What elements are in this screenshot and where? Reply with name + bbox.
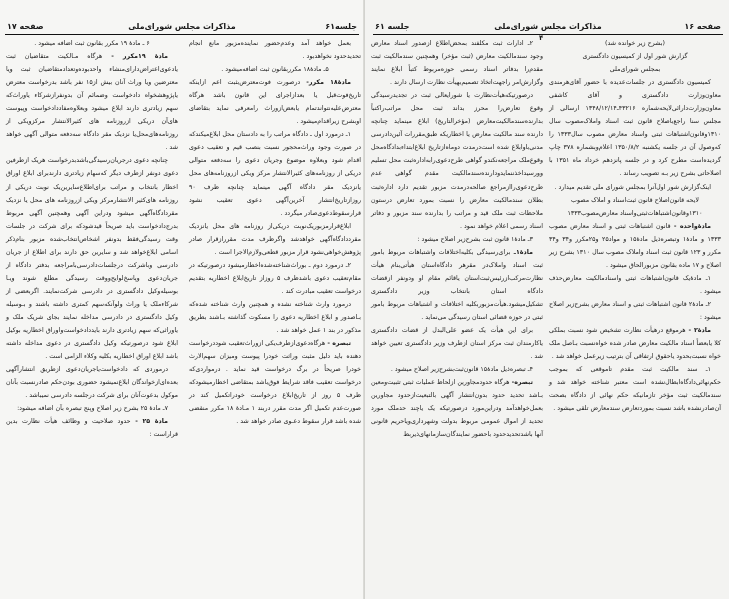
paragraph-text: قانون اشتباهات ثبتی و اسناد معارض مصوب ۱۳۳۳ و مادۀ۱ وتبصره‌ذیل مادۀ۱۵ و مواد۲۵ و۲۵مکرر و۳۴ و۳۴ مکرر و ۱۲۳ قانون ثبت اسناد واملاک مصوب سال ۱۳۱۰ بشرح زیر اصلاح و ۱۷ ماده بقانون مزبورالحاق میشود . (549, 222, 721, 269)
page-16 (365, 0, 729, 599)
paragraph-text: ابلاغ‌قرارمزبوریک‌نوبت دریکی‌از روزنامه های محل یانزدیک مقرددادگاه‌آگهی خواهدشد واگرظرف مدت مقرراز‌قرار صادر پژوهش‌خواهی‌نشود قرار مزبور قطعی‌ولازم‌الاجرا است . (189, 222, 361, 256)
running-title: مذاکرات مجلس شورای‌ملی (494, 22, 602, 31)
paragraph (549, 37, 721, 50)
paragraph (549, 272, 721, 298)
paragraph (549, 63, 721, 76)
paragraph (371, 363, 543, 376)
page-header (5, 20, 359, 35)
paragraph (189, 76, 361, 128)
paragraph (189, 128, 361, 219)
paragraph (549, 220, 721, 272)
article-heading: مادۀ۱ـ (510, 248, 533, 256)
paragraph (189, 37, 361, 63)
paragraph (371, 89, 543, 233)
paragraph-text: برای این هیأت یک عضو علی‌البدل از قضات دادگستری یاکارمندان ثبت مرکز استان ازطرف وزیر دادگستری تعیین خواهد شد . (371, 327, 543, 361)
paragraph (549, 76, 721, 180)
paragraph (371, 246, 543, 324)
article-heading: مادۀ ۲۵ - (130, 418, 168, 426)
text-column-right (189, 37, 361, 428)
paragraph (549, 363, 721, 415)
article-heading: تبصره- (509, 379, 533, 387)
page-header (373, 20, 723, 35)
paragraph-text: بمجلس شورای‌ملی (609, 66, 661, 74)
text-column-left (6, 37, 178, 441)
paragraph (371, 233, 543, 246)
session-number: جلسه۶۱ (325, 22, 357, 31)
stray-mark: ۴ (539, 34, 544, 42)
paragraph (6, 37, 178, 50)
paragraph-text: هرموقع درهیأت نظارت تشخیص شود نسبت بملکی کلا یابعضاً اسناد مالکیت معارض صادر شده خواه‌نسبت بـاصل ملک خواه نسبت‌بحدود یاحقوق ارتفاقی آن بترتیب زیرعمل خواهد شد . (549, 327, 721, 361)
text-column-right (549, 37, 721, 415)
article-heading: مادۀواحده - (670, 222, 711, 230)
paragraph (549, 194, 721, 220)
paragraph-text: اینک‌گزارش شور اول‌آنرا بمجلس شورای ملی تقدیم میدارد . (554, 183, 711, 191)
paragraph-text: ۳ـ مادۀ۱ قانون ثبت بشرح‌زیر اصلاح میشود : (417, 235, 533, 243)
paragraph (549, 324, 721, 363)
paragraph-text: ۶ ـ مادۀ ۱۹ مکرر بقانون ثبت اضافه میشود . (34, 40, 150, 47)
article-heading: مادۀ۲ - (685, 327, 711, 335)
paragraph-text: ۲ـ ادارات ثبت مکلفند بمحض‌اطلاع ازصدور اسناد معارض وجود سندمالکیت معارض (ثبت مؤخر) وهمچنین سندمالکیت ثبت مقدم‌را بدفاتر اسناد رسمی حوزه‌مربوط کتباً ابلاغ نمایند وگزارش‌امر راجهت‌اتخاذ تصمیم‌بهیأت نظارت ارسال دارند . (371, 40, 543, 87)
paragraph (6, 50, 178, 154)
paragraph-text: هرگاه مـالکیت متقاضیان ثبت یادعوی‌اعتراض‌دارای‌منشاء واحدبوده‌وتعدادمتقاضیان ثبت ویا معترضین ویا وراث آنان بیش از۱۵ نفر باشد بدرخواست معترض یاپژوهشخواه دادخواست وضمائم آن بدونفرازشرکاء یاوراث‌که سهم زیادتری دارند ابلاغ میشود وبعلاوه‌مفاددادخواست وپیوست های‌آن دریکی ازروزنامه های کثیرالانتشار مرکزویکی از روزنامه‌های‌محل‌یا نزدیک مقر دادگاه سه‌دفعه متوالی آگهی خواهد شد . (6, 53, 178, 152)
paragraph-text: ۴ـ تبصره‌ذیل مادۀ۱۵ قانون‌ثبت‌بشرح‌زیر اصلاح میشود . (390, 366, 533, 374)
paragraph (371, 324, 543, 363)
page-number: صفحه ۱۷ (7, 22, 44, 31)
paragraph-text: درصورتیکه‌هیأت‌نظارت یا شورایعالی ثبت در تجدید‌رسیدگی وقوع تعارض‌را محرز بداند ثبت محل مراتب‌راکتباً بدارنده‌سندمالکیت‌معارض (مؤخرالتاریخ) ابلاغ مینماید چنانچه دارنده سند مالکیت معارض یا اخطاریکه طبق‌مقررات آئین‌دادرسی مدنی‌باو‌ابلاغ شده است‌درمدت دوماه‌ازتاریخ ابلاغ‌ابتداءبدادگاه‌محل وقوع‌ملک مراجعه‌نکندو گواهی طرح‌دعوی‌رابه‌اداره‌ثبت محل تسلیم وورسیداخذ‌ننماید‌ودارنده‌سندمالکیت مقدم گواهی عدم طرح‌دعوی‌راازمراجع صالحه‌درمدت مزبور تقدیم دارد اداره‌ثبت بطلان سندمالکیت معارض را نسبت بمورد تعارض درستون ملاحظات ثبت ملک قید و مراتب را بدارنده سند مزبور و دفاتر اسناد رسمی اعلام خواهد نمود . (371, 92, 543, 230)
paragraph (371, 376, 543, 441)
text-column-left (371, 37, 543, 441)
paragraph-text: برای‌رسیدگی بکلیه‌اختلافات واشتباهات مربوط بامور ثبت اسناد واملاک‌در مقرهر دادگاه‌استان هیأتی‌بنام هیأت نظارت‌مرکب‌ازرئیس‌ثبت‌استان یاقائم مقام او ودونفر ازقضات دادگاه استان بانتخاب وزیر دادگستری تشکیل‌میشود.هیأت‌مزبوربکلیه اختلافات و اشتباهات مربوط بامور ثبتی در حوزه قضائی استان رسیدگی می‌نماید . (371, 248, 543, 321)
paragraph-text: هرگاه‌دعوی‌ازطرف‌یکی ازوراث‌تعقیب شود‌درخواست دهنده باید دلیل مثبت وراثت خودرا پیوست ومیزان سهم‌الارث خودرا صریحاً در برگ درخواست قید نماید . درمواردی‌که درخواست تعقیب فاقد شرایط فوق‌باشد بمتقاضی اخطارمیشودکه ظرف ۵ روز از تاریخ‌ابلاغ درخواست خودراتکمیل کند در صورت‌عدم تکمیل اگر مدت مقرر دربند ۱ مـادۀ ۱۸ مکرر منقضی شده باشد قرار سقوط دعـوی صادر خواهد شد . (189, 340, 361, 426)
paragraph (549, 50, 721, 63)
article-heading: مادۀ ۱۹مکرر - (102, 53, 168, 61)
paragraph (189, 298, 361, 337)
paragraph-text: حدود صلاحیت و وظائف هیأت نظارت بدین قراراست : (6, 418, 178, 439)
paragraph (6, 154, 178, 363)
article-heading: مادۀ۱۸ مکرر- (300, 79, 351, 87)
paragraph (549, 298, 721, 324)
paragraph (6, 402, 178, 415)
paragraph-text: چنانچه دعوی درجریان‌رسیدگی‌باشدبدرخواست هریک ازطرفین دعوی دونفر ازطرف دیگر که‌سهام زیادتری دارندبرای ابلاغ اوراق اخطار بانتخاب و مراتب برای‌اطلاع‌سایرین‌یک نوبت دریکی از روزنامه های‌کثیر الانتشارمرکز ویکی ازروزنامه های محل یا نزدیک مقردادگاه‌آگهی میشود ودراین آگهی وهمچنین آگهی مربوط بدرج‌دادخواست باید صریحاً قیدشودکه برای شرکت در جلسات وقت رسیدگی‌فقط بدونفر اشخاص‌انتخاب‌شده مزبور بنام‌ذکر اسامی ابلاغ‌خواهد شد و سایرین حق دارند برای اطلاع از جریان دادرسی وبا‌شرکت درجلسات‌دادرسی‌بامراجعه بدفتر دادگاه از جریان‌دعوی وپاسخ‌لوایح‌ووقت رسیدگی مطلع شوند ویـا بوسیله‌وکیل دادگستری در دادرسی شرکت‌نمایند. اگربعضی از شرکاءملک یا وراث ولوآنکه‌سهم کمتری داشته باشند و بـوسیله وکیل دادگستری در دادرسی مداخله نمایند بجای شریک ملک و یاوراثی‌که سهم زیادتری دارند بایددادخواست‌واوراق اخطاریه بوکیل ابلاغ شود درصورتیکه وکیل دادگستری در دعوی مداخله داشته باشد ابلاغ اوراق اخطاریه بکلیه وکلاء الزامی است . (6, 157, 178, 361)
paragraph-text: هرگاه حدودمجاورین ازلحاظ عملیات ثبتی تثبیت‌ومعین بـاشد تحدید حدود بدون‌انتشار آگهی بالتبعیت‌ازحدود مجاورین بعمل‌خواهدآمد ودراین‌مورد درصورتیکه یک یاچند حدملک مورد تحدید از اموال عمومی مربوط بدولت وشهرداری‌ویاحریم قانونی آنها باشدتحدیدحدود باحضور نمایندگان‌سازمانهای‌ذیربط (371, 379, 543, 439)
paragraph-text: (بشرح زیر خوانده شد) (605, 40, 665, 47)
paragraph-text: ۱ـ سند مالکیت ثبت مقدم تاموقعی که بموجب حکم‌نهائی‌دادگاه‌ابطال‌نشده است معتبر شناخته خواهد شد و سندمالکیت ثبت مؤخر تازمانیکه حکم نهائی از دادگاه بصحت آن‌صادرنشده باشد نسبت بمورد‌تعارض سندمعارض تلقی میشود . (549, 366, 721, 413)
paragraph (189, 63, 361, 76)
paragraph-text: درمورد وارث شناخته نشده و همچنین وارث شناخته شده‌که بـاصدور و ابلاغ اخطاریه دعوی را مسکوت گذاشته بـاشند بطریق مذکور در بند ۱ عمل خواهد شد . (189, 300, 361, 335)
paragraph (6, 415, 178, 441)
running-title: مذاکرات مجلس شورای‌ملی (128, 22, 236, 31)
paragraph-text: ۱ـ درمورد اول ـ دادگاه مراتب را به دادستان محل ابلاغ‌میکندکه در صورت وجود وراث‌محجور نسبت بنصب قیم و تعقیب دعوی اقدام شود وبعلاوه موضوع وجریان دعوی را سه‌دفعه متوالی دریکی از روزنامه‌های کثیرالانتشار مرکز ویکی ازروزنامه‌های محل یانزدیک مقر دادگاه آگهی مینماید چنانچه ظرف ۹۰ روزازتاریخ‌انتشار آخرین‌آگهی دعوی تعقیب نشود قرارسقوط‌دعوی‌صادر میگردد . (189, 131, 361, 217)
page-number: صفحه ۱۶ (684, 22, 721, 31)
article-heading: تبصره - (325, 340, 351, 348)
paragraph-text: ۲ـ درمورد دوم ـ بوراث‌شناخته‌شده‌اخطارمیشود درصورتیکه در مقام‌تعقیب دعوی باشدظرف ۵ روزاز تاریخ‌ابلاغ اخطاریه بتقدیم درخواست تعقیب مبادرت کند . (189, 261, 361, 295)
paragraph-text: گزارش شور اول از کمیسیون دادگستری (582, 53, 688, 61)
paragraph-text: درموردی که دادخواست‌یاجریان‌دعوی ازطریق انتشارآگهی بعده‌ای‌ازخواندگان ابلاغ‌نمیشود حضوری بودن‌حکم صادرنسبت بآنان موکول بدعوت‌آنان برای شرکت درجلسه دادرسی نمیباشد . (6, 366, 178, 400)
paragraph (189, 220, 361, 259)
paragraph (6, 363, 178, 402)
paragraph-text: بعمل خواهد آمد وعدم‌حضور نماینده‌مزبور مانع انجام تحدیدحدود نخواهدبود . (189, 40, 361, 61)
paragraph-text: درصورت فوت‌معترض‌بثبت اعم ازاینکه تاریخ‌فوت‌قبل یا بعدازاجرای این قانون باشد هرگاه معترض‌علیه‌نتواندتمام یابعض‌ازوراث رامعرفی نماید بتقاضای اوبشرح زیراقدام‌میشود . (189, 79, 361, 126)
paragraph (549, 181, 721, 194)
paragraph (371, 37, 543, 89)
paragraph-text: ۲ـ مادۀ۲ قانون اشتباهات ثبتی و اسناد معارض بشرح‌زیر اصلاح میشود : (549, 300, 721, 321)
paragraph-text: لایحه قانون‌اصلاح قانون ثبت‌اسناد و املاک مصوب ۱۳۱۰وقانون‌اشتباهات‌ثبتی‌واسناد معارض‌مصوب۱۳۳۳ (567, 196, 703, 217)
paragraph-text: ۷ـ مادۀ ۲۵ بشرح زیر اصلاح وپنج تبصره بآن اضافه میشود: (17, 405, 168, 413)
paragraph-text: کمیسیون دادگستری در جلسات‌عدیده با حضور آقای‌هرمندی معاون‌وزارت دادگستری و آقای کاشفی معاون‌وزارت‌دارائی‌لایحه‌شماره ۴۳۲۱۶ـ۱۳۴۸/۱۲/۱۴ ارسالی از مجلس سنا راجع‌باصلاح قانون ثبت اسناد واملاک‌مصوب سال ۱۳۱۰وقانون‌اشتباهات ثبتی واسناد معارض مصوب سال۱۳۳۳ را که‌وصول آن در جلسه یکشنبه ۱۳۵۰/۸/۲ اعلام‌وبشماره ۳۷۸ چاپ گردیده‌است مطرح کرد و در جلسه پانزدهم خرداد ماه ۱۳۵۱ با اصلاحاتی بشرح زیر بـه تصویب رساند . (549, 79, 722, 178)
paragraph (189, 337, 361, 428)
paragraph (189, 259, 361, 298)
session-number: جلسه ۶۱ (375, 22, 410, 31)
paragraph-text: ۵ـ مادۀ۱۸ مکرربقانون ثبت اضافه‌میشود . (221, 66, 329, 74)
paragraph-text: ۱ـ مادۀیک قانون‌اشتباهات ثبتی واسنادمالکیت معارض‌حذف میشود . (549, 274, 721, 295)
